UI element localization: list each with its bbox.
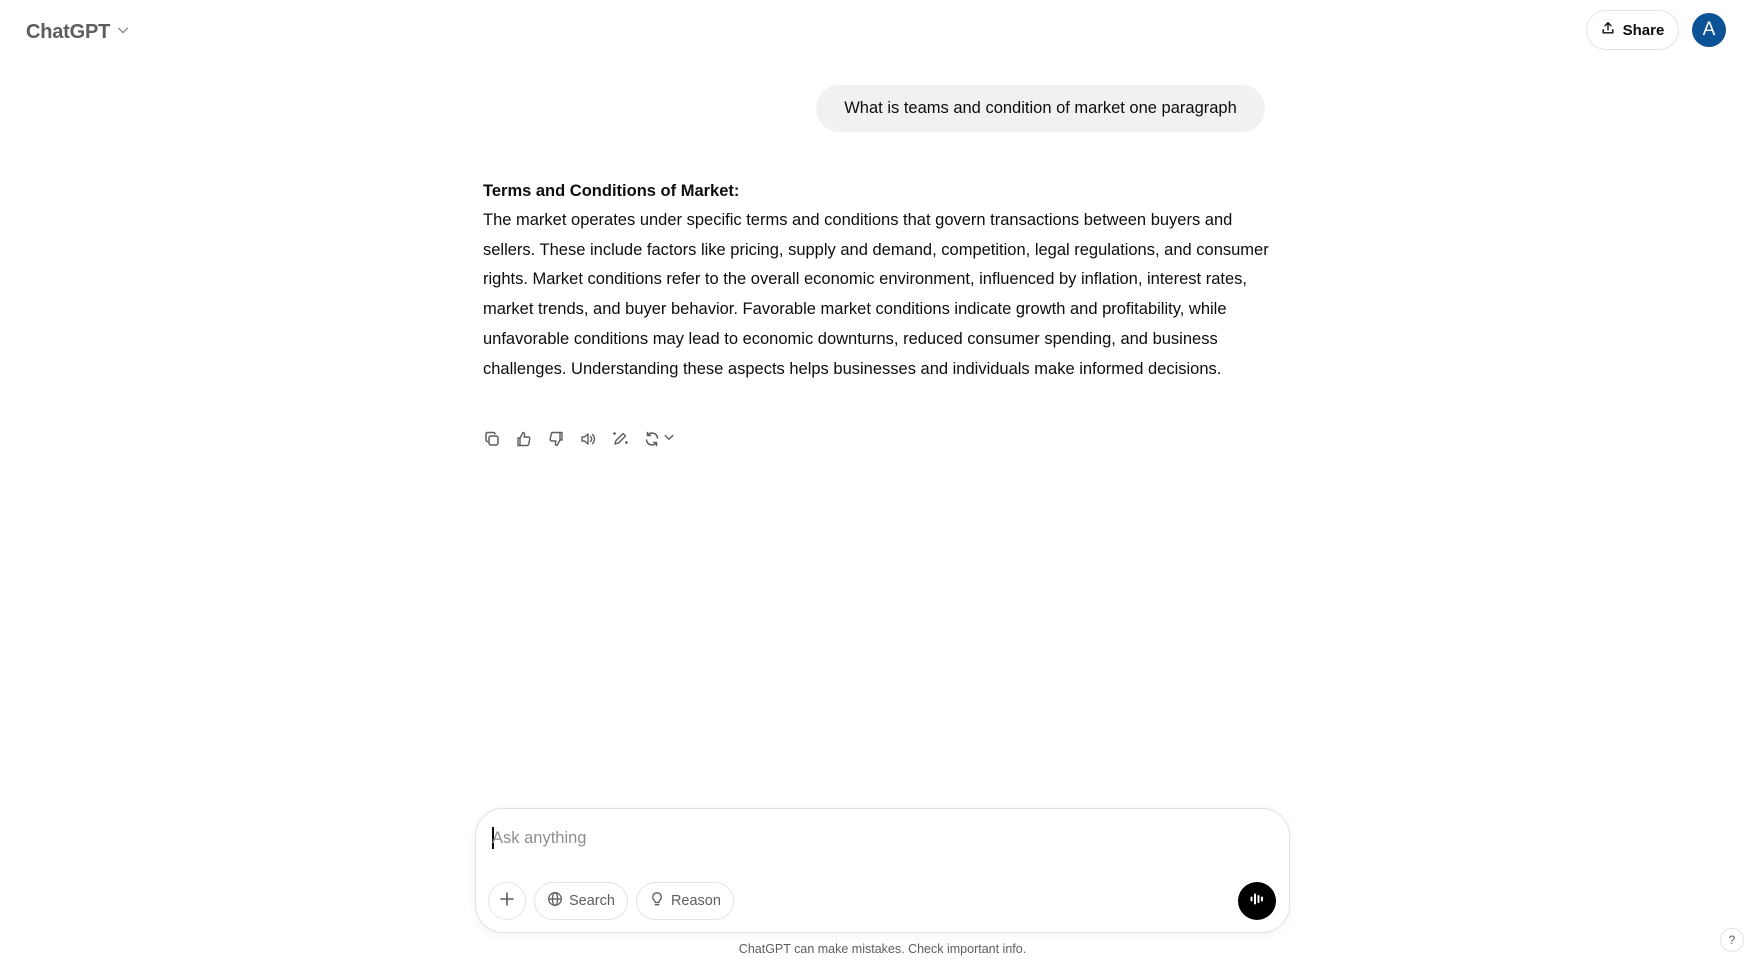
prompt-input[interactable]	[492, 823, 1252, 853]
chevron-down-icon	[663, 430, 675, 448]
assistant-message	[483, 176, 1273, 384]
reason-button[interactable]	[636, 882, 734, 920]
plus-icon	[499, 891, 515, 912]
search-button[interactable]	[534, 882, 628, 920]
reason-label: Reason	[670, 893, 721, 909]
answer-heading: Terms and Conditions of Market:	[483, 182, 740, 200]
share-button[interactable]	[1586, 10, 1679, 50]
chevron-down-icon	[116, 23, 130, 42]
globe-icon	[547, 891, 563, 911]
regenerate-icon	[643, 430, 661, 448]
share-label: Share	[1622, 21, 1665, 39]
waveform-icon	[1248, 890, 1266, 913]
search-label: Search	[569, 893, 615, 909]
model-switcher[interactable]	[16, 14, 140, 50]
user-message: What is teams and condition of market one paragraph	[816, 85, 1265, 132]
regenerate-menu[interactable]	[643, 430, 675, 448]
composer-tools	[488, 882, 734, 920]
composer	[475, 808, 1290, 933]
answer-paragraph: The market operates under specific terms and conditions that govern transactions between buyers and sellers. These include factors like pricing, supply and demand, competition, legal regulations, and consumer rights. Market conditions refer to the overall economic environment, influenced by inflation, interest rates, market trends, and buyer behavior. Favorable market conditions indicate growth and profitability, while unfavorable conditions may lead to economic downturns, reduced consumer spending, and business challenges. Understanding these aspects helps businesses and individuals make informed decisions.	[483, 211, 1269, 378]
share-icon	[1601, 21, 1615, 39]
thumbs-up-icon[interactable]	[515, 430, 533, 448]
help-button[interactable]: ?	[1720, 928, 1744, 952]
avatar[interactable]: A	[1692, 13, 1726, 47]
message-actions	[483, 428, 675, 450]
lightbulb-icon	[649, 891, 665, 911]
edit-canvas-icon[interactable]	[611, 430, 629, 448]
thumbs-down-icon[interactable]	[547, 430, 565, 448]
attach-button[interactable]	[488, 882, 526, 920]
voice-mode-button[interactable]	[1238, 882, 1276, 920]
model-name: ChatGPT	[26, 20, 111, 43]
disclaimer: ChatGPT can make mistakes. Check important info.	[738, 942, 1027, 956]
copy-icon[interactable]	[483, 430, 501, 448]
read-aloud-icon[interactable]	[579, 430, 597, 448]
